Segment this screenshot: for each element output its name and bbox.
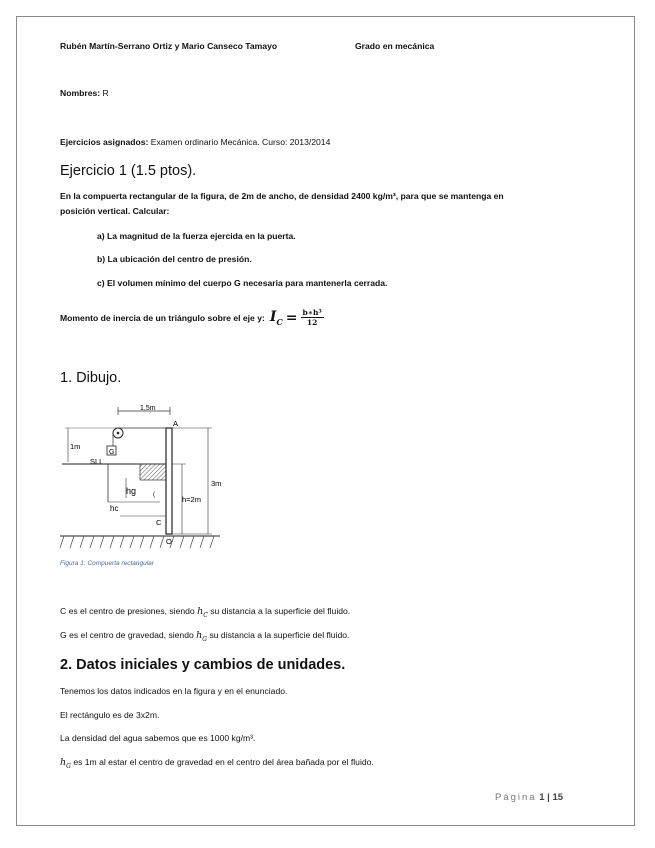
section2-title: 2. Datos iniciales y cambios de unidades. [60,657,346,673]
item-b: b) La ubicación del centro de presión. [97,254,252,264]
exercise-title: Ejercicio 1 (1.5 ptos). [60,163,197,179]
statement-line-1: En la compuerta rectangular de la figura, de 2m de ancho, de densidad 2400 kg/m³, para que se mantenga en [60,191,504,201]
section1-title: 1. Dibujo. [60,370,122,386]
label-a: A [173,419,179,428]
footer-page-word: Página [495,792,537,803]
page-footer [495,792,563,803]
hatched-block [140,464,166,480]
statement-line-2: posición vertical. Calcular: [60,206,170,216]
label-sll: SLL [90,457,104,466]
item-c: c) El volumen mínimo del cuerpo G necesaria para mantenerla cerrada. [97,278,388,288]
section1-line-2: G es el centro de gravedad, siendo $h_G$ su distancia a la superficie del fluido. [60,630,350,643]
formula-fraction [301,308,324,327]
footer-separator: | [547,792,550,803]
formula-equals: = [285,309,298,326]
label-1m: 1m [70,442,81,451]
section1-line-1: C es el centro de presiones, siendo $h_C$ su distancia a la superficie del fluido. [60,606,351,619]
gate-figure [60,398,220,554]
header-authors: Rubén Martín-Serrano Ortiz y Mario Canseco Tamayo [60,41,278,51]
section2-p4: $h_G$ es 1m al estar el centro de gravedad en el centro del área bañada por el fluido. [60,757,374,770]
label-hc: hc [110,504,119,513]
section2-p1: Tenemos los datos indicados en la figura y en el enunciado. [60,686,288,696]
formula-numerator: b∗h³ [302,308,322,317]
label-width: 1,5m [140,405,156,412]
var-hc: $h_C$ [197,606,208,619]
nombres-label: Nombres: [60,88,101,98]
item-a: a) La magnitud de la fuerza ejercida en la puerta. [97,231,296,241]
figure-caption: Figura 1: Compuerta rectangular [60,560,154,567]
label-hg: hg [126,486,137,496]
label-o: O [166,537,172,546]
var-hg: $h_G$ [196,630,208,643]
label-c-small: ( [153,492,155,498]
section2-p2: El rectángulo es de 3x2m. [60,710,160,720]
asignados-value: Examen ordinario Mecánica. Curso: 2013/2014 [150,137,331,147]
section2-p3: La densidad del agua sabemos que es 1000 kg/m³. [60,733,256,743]
formula-denominator: 12 [306,318,318,327]
ground-hatching [60,536,214,548]
footer-page-number: 1 [539,792,545,803]
inertia-line [60,308,324,327]
nombres-line [60,88,109,98]
inertia-text: Momento de inercia de un triángulo sobre el eje y: [60,312,265,323]
asignados-line [60,137,330,147]
header-degree: Grado en mecánica [355,41,435,51]
gate-rectangle [166,428,172,534]
formula-lhs: $I_C$ [269,308,283,327]
var-hg-2: $h_G$ [60,757,71,770]
label-g: G [109,449,115,456]
asignados-label: Ejercicios asignados: [60,137,149,147]
nombres-value: R [102,88,109,98]
label-h2m: h=2m [182,495,201,504]
label-3m: 3m [211,479,222,488]
footer-total: 15 [552,792,564,803]
label-c: C [156,518,162,527]
